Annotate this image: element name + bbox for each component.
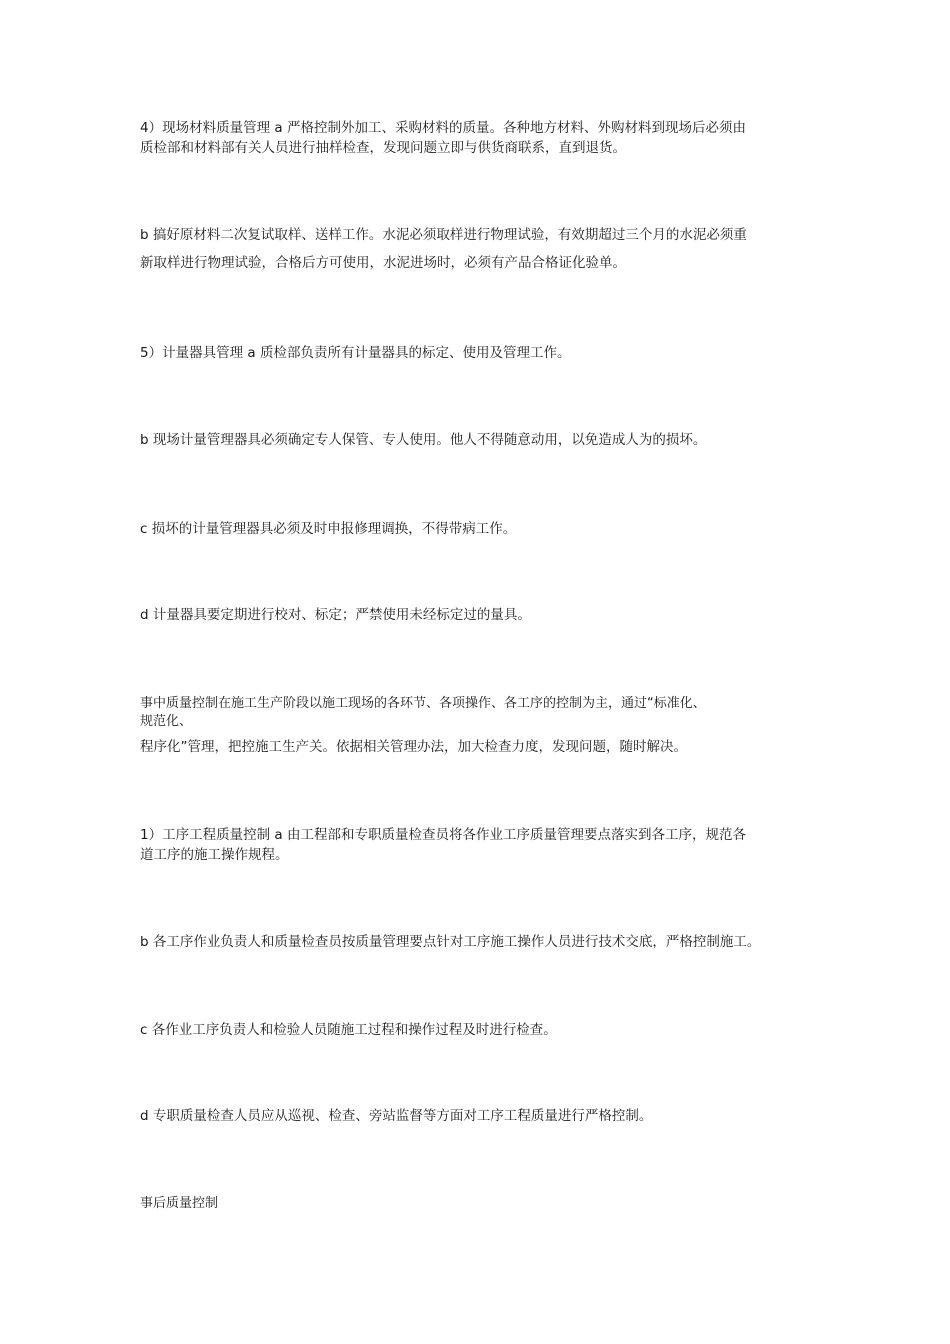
paragraph-timely-inspection: c 各作业工序负责人和检验人员随施工过程和操作过程及时进行检查。 xyxy=(140,1022,557,1038)
section-heading-post-quality-control: 事后质量控制 xyxy=(140,1196,219,1211)
paragraph-strict-control: d 专职质量检查人员应从巡视、检查、旁站监督等方面对工序工程质量进行严格控制。 xyxy=(140,1108,653,1124)
paragraph-in-process-control-line-1: 事中质量控制在施工生产阶段以施工现场的各环节、各项操作、各工序的控制为主，通过“标准化、 xyxy=(140,696,706,711)
paragraph-instrument-calibration: d 计量器具要定期进行校对、标定；严禁使用未经标定过的量具。 xyxy=(140,607,531,623)
paragraph-instrument-custody: b 现场计量管理器具必须确定专人保管、专人使用。他人不得随意动用，以免造成人为的损坏。 xyxy=(140,432,707,448)
paragraph-in-process-control-line-2: 规范化、 xyxy=(140,714,193,729)
paragraph-material-management-line-2: 质检部和材料部有关人员进行抽样检查，发现问题立即与供货商联系，直到退货。 xyxy=(140,140,626,156)
paragraph-technical-briefing: b 各工序作业负责人和质量检查员按质量管理要点针对工序施工操作人员进行技术交底，严格控制施工。 xyxy=(140,934,761,950)
paragraph-procedure-quality-line-2: 道工序的施工操作规程。 xyxy=(140,847,289,863)
paragraph-retest-sampling-line-1: b 搞好原材料二次复试取样、送样工作。水泥必须取样进行物理试验，有效期超过三个月的水泥必须重 xyxy=(140,227,747,243)
paragraph-retest-sampling-line-2: 新取样进行物理试验，合格后方可使用，水泥进场时，必须有产品合格证化验单。 xyxy=(140,255,626,271)
paragraph-material-management-line-1: 4）现场材料质量管理 a 严格控制外加工、采购材料的质量。各种地方材料、外购材料到现场后必须由 xyxy=(140,120,746,136)
paragraph-procedure-quality-line-1: 1）工序工程质量控制 a 由工程部和专职质量检查员将各作业工序质量管理要点落实到各工序，规范各 xyxy=(140,827,746,843)
paragraph-instrument-repair: c 损坏的计量管理器具必须及时申报修理调换，不得带病工作。 xyxy=(140,521,517,537)
paragraph-measuring-instruments: 5）计量器具管理 a 质检部负责所有计量器具的标定、使用及管理工作。 xyxy=(140,345,571,361)
paragraph-in-process-control-line-3: 程序化”管理，把控施工生产关。依据相关管理办法，加大检查力度，发现问题，随时解决。 xyxy=(140,739,687,755)
